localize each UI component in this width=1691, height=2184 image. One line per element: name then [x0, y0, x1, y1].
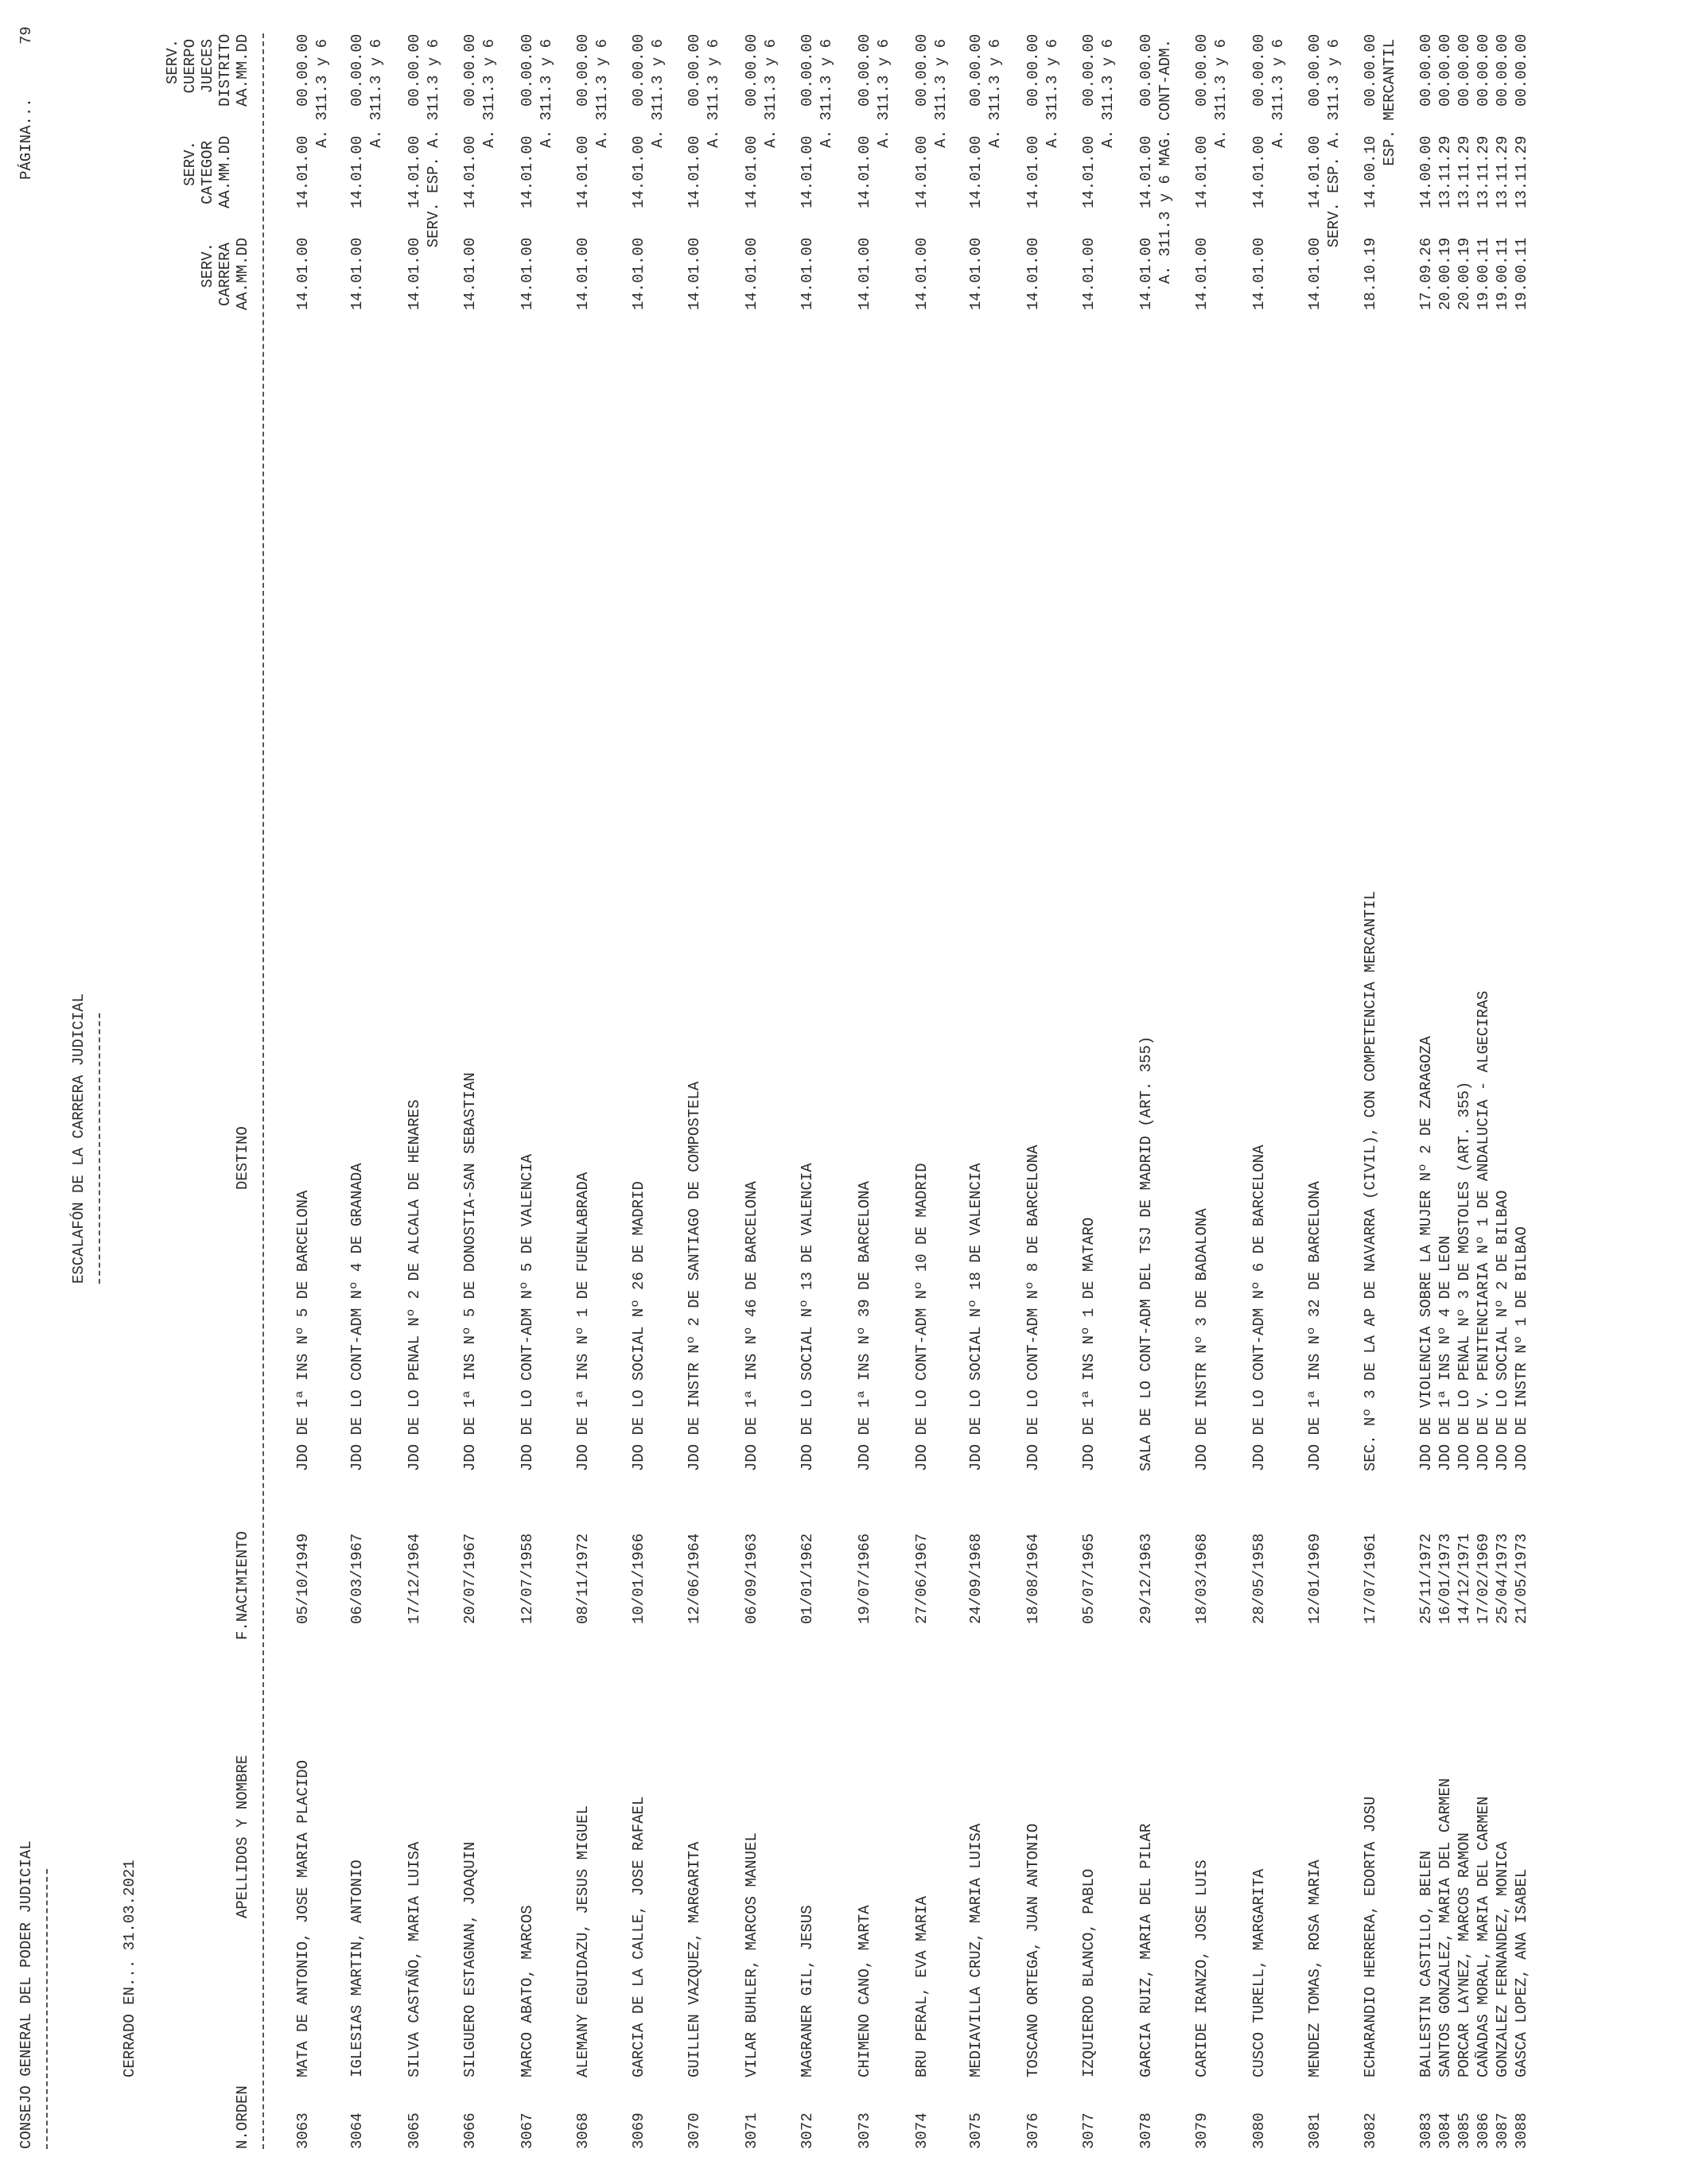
- table-row: [1137, 0, 1156, 2184]
- categoria-cell: 14.01.00: [856, 135, 873, 208]
- row-annotation: SERV. ESP. A. 311.3 y 6: [1325, 39, 1343, 248]
- table-row: [913, 0, 932, 2184]
- row-annotation: A. 311.3 y 6: [1269, 39, 1287, 148]
- destino-cell: JDO DE V. PENITENCIARIA Nº 1 DE ANDALUCIA - ALGECIRAS: [1475, 990, 1492, 1471]
- destino-cell: SEC. Nº 3 DE LA AP DE NAVARRA (CIVIL), CON COMPETENCIA MERCANTIL: [1362, 891, 1379, 1471]
- distrito-cell: 00.00.00: [799, 33, 816, 107]
- destino-cell: JDO DE LO SOCIAL Nº 13 DE VALENCIA: [799, 1163, 816, 1471]
- row-annotation: A. 311.3 y 6: [986, 39, 1004, 148]
- nacimiento-cell: 05/07/1965: [1080, 1533, 1098, 1624]
- distrito-cell: 00.00.00: [967, 33, 985, 107]
- nombre-cell: CAÑADAS MORAL, MARIA DEL CARMEN: [1475, 1796, 1492, 2077]
- nacimiento-cell: 20/07/1967: [461, 1533, 479, 1624]
- orden-cell: 3072: [799, 2112, 816, 2149]
- categoria-cell: 14.00.10: [1362, 135, 1379, 208]
- table-row: [1513, 0, 1532, 2184]
- destino-cell: JDO DE 1ª INS Nº 1 DE MATARO: [1080, 1217, 1098, 1471]
- distrito-cell: 00.00.00: [743, 33, 760, 107]
- carrera-cell: 20.00.19: [1436, 237, 1454, 310]
- col-dist-2: JUECES: [199, 39, 216, 94]
- col-carrera-1: SERV.: [199, 243, 216, 289]
- table-row: [743, 0, 762, 2184]
- orden-cell: 3077: [1080, 2112, 1098, 2149]
- col-carrera-3: AA.MM.DD: [234, 237, 251, 310]
- nacimiento-cell: 29/12/1963: [1137, 1533, 1155, 1624]
- table-row: [294, 0, 313, 2184]
- carrera-cell: 19.00.11: [1475, 237, 1492, 310]
- destino-cell: JDO DE LO SOCIAL Nº 18 DE VALENCIA: [967, 1163, 985, 1471]
- distrito-cell: 00.00.00: [1456, 33, 1473, 107]
- categoria-cell: 13.11.29: [1456, 135, 1473, 208]
- table-row: [519, 0, 538, 2184]
- carrera-cell: 14.01.00: [1306, 237, 1324, 310]
- categoria-cell: 14.01.00: [519, 135, 536, 208]
- categoria-cell: 13.11.29: [1513, 135, 1530, 208]
- destino-cell: JDO DE LO CONT-ADM Nº 8 DE BARCELONA: [1024, 1144, 1042, 1471]
- categoria-cell: 13.11.29: [1436, 135, 1454, 208]
- row-annotation: SERV. ESP. A. 311.3 y 6: [425, 39, 442, 248]
- carrera-cell: 18.10.19: [1362, 237, 1379, 310]
- categoria-cell: 14.01.00: [967, 135, 985, 208]
- carrera-cell: 14.01.00: [406, 237, 423, 310]
- nombre-cell: ECHARANDIO HERRERA, EDORTA JOSU: [1362, 1796, 1379, 2077]
- col-nacimiento: F.NACIMIENTO: [234, 1531, 251, 1640]
- nombre-cell: IGLESIAS MARTIN, ANTONIO: [348, 1860, 366, 2077]
- col-categ-2: CATEGOR: [199, 141, 216, 204]
- table-row: [461, 0, 480, 2184]
- nombre-cell: PORCAR LAYNEZ, MARCOS RAMON: [1456, 1832, 1473, 2077]
- nacimiento-cell: 08/11/1972: [574, 1533, 592, 1624]
- nacimiento-cell: 01/01/1962: [799, 1533, 816, 1624]
- nombre-cell: CHIMENO CANO, MARTA: [856, 1905, 873, 2077]
- carrera-cell: 19.00.11: [1494, 237, 1511, 310]
- carrera-cell: 14.01.00: [630, 237, 647, 310]
- carrera-cell: 20.00.19: [1456, 237, 1473, 310]
- carrera-cell: 14.01.00: [574, 237, 592, 310]
- destino-cell: JDO DE LO CONT-ADM Nº 4 DE GRANADA: [348, 1163, 366, 1471]
- table-row: [1436, 0, 1456, 2184]
- table-row: [1193, 0, 1212, 2184]
- destino-cell: JDO DE VIOLENCIA SOBRE LA MUJER Nº 2 DE ZARAGOZA: [1417, 1036, 1435, 1471]
- nombre-cell: SILGUERO ESTAGNAN, JOAQUIN: [461, 1841, 479, 2077]
- row-annotation: A. 311.3 y 6 MAG. CONT-ADM.: [1156, 39, 1174, 284]
- table-row: [574, 0, 593, 2184]
- carrera-cell: 14.01.00: [743, 237, 760, 310]
- row-annotation: A. 311.3 y 6: [762, 39, 779, 148]
- table-row: [348, 0, 367, 2184]
- table-row: [799, 0, 818, 2184]
- destino-cell: JDO DE LO SOCIAL Nº 2 DE BILBAO: [1494, 1190, 1511, 1471]
- row-annotation: ESP. MERCANTIL: [1381, 39, 1398, 166]
- table-row: [1250, 0, 1269, 2184]
- orden-cell: 3071: [743, 2112, 760, 2149]
- nacimiento-cell: 10/01/1966: [630, 1533, 647, 1624]
- table-row: [1456, 0, 1475, 2184]
- categoria-cell: 13.11.29: [1494, 135, 1511, 208]
- page-label: PÁGINA...: [17, 98, 35, 180]
- nombre-cell: GUILLEN VAZQUEZ, MARGARITA: [686, 1841, 703, 2077]
- categoria-cell: 14.01.00: [799, 135, 816, 208]
- table-row: [630, 0, 649, 2184]
- distrito-cell: 00.00.00: [630, 33, 647, 107]
- categoria-cell: 14.01.00: [406, 135, 423, 208]
- nombre-cell: GONZALEZ FERNANDEZ, MONICA: [1494, 1841, 1511, 2077]
- distrito-cell: 00.00.00: [1494, 33, 1511, 107]
- carrera-cell: 14.01.00: [519, 237, 536, 310]
- col-categ-3: AA.MM.DD: [216, 135, 234, 208]
- nombre-cell: BALLESTIN CASTILLO, BELEN: [1417, 1850, 1435, 2077]
- nacimiento-cell: 27/06/1967: [913, 1533, 931, 1624]
- col-destino: DESTINO: [234, 1126, 251, 1190]
- categoria-cell: 14.01.00: [630, 135, 647, 208]
- carrera-cell: 14.01.00: [1250, 237, 1268, 310]
- distrito-cell: 00.00.00: [1513, 33, 1530, 107]
- distrito-cell: 00.00.00: [1417, 33, 1435, 107]
- categoria-cell: 14.01.00: [913, 135, 931, 208]
- orden-cell: 3078: [1137, 2112, 1155, 2149]
- orden-cell: 3081: [1306, 2112, 1324, 2149]
- destino-cell: JDO DE 1ª INS Nº 5 DE DONOSTIA-SAN SEBASTIAN: [461, 1072, 479, 1471]
- orden-cell: 3070: [686, 2112, 703, 2149]
- table-row: [1362, 0, 1381, 2184]
- categoria-cell: 14.00.00: [1417, 135, 1435, 208]
- categoria-cell: 14.01.00: [1024, 135, 1042, 208]
- destino-cell: JDO DE LO PENAL Nº 2 DE ALCALA DE HENARES: [406, 1099, 423, 1471]
- nacimiento-cell: 12/01/1969: [1306, 1533, 1324, 1624]
- nombre-cell: VILAR BUHLER, MARCOS MANUEL: [743, 1832, 760, 2077]
- nombre-cell: MENDEZ TOMAS, ROSA MARIA: [1306, 1860, 1324, 2077]
- distrito-cell: 00.00.00: [1024, 33, 1042, 107]
- distrito-cell: 00.00.00: [1250, 33, 1268, 107]
- table-row: [1080, 0, 1099, 2184]
- distrito-cell: 00.00.00: [574, 33, 592, 107]
- distrito-cell: 00.00.00: [1306, 33, 1324, 107]
- distrito-cell: 00.00.00: [686, 33, 703, 107]
- nacimiento-cell: 12/07/1958: [519, 1533, 536, 1624]
- carrera-cell: 14.01.00: [1024, 237, 1042, 310]
- nacimiento-cell: 17/07/1961: [1362, 1533, 1379, 1624]
- carrera-cell: 14.01.00: [1193, 237, 1211, 310]
- distrito-cell: 00.00.00: [1362, 33, 1379, 107]
- categoria-cell: 14.01.00: [1137, 135, 1155, 208]
- nombre-cell: SANTOS GONZALEZ, MARIA DEL CARMEN: [1436, 1778, 1454, 2077]
- nacimiento-cell: 19/07/1966: [856, 1533, 873, 1624]
- row-annotation: A. 311.3 y 6: [818, 39, 835, 148]
- nombre-cell: TOSCANO ORTEGA, JUAN ANTONIO: [1024, 1823, 1042, 2077]
- row-annotation: A. 311.3 y 6: [705, 39, 722, 148]
- orden-cell: 3074: [913, 2112, 931, 2149]
- destino-cell: JDO DE LO CONT-ADM Nº 6 DE BARCELONA: [1250, 1144, 1268, 1471]
- distrito-cell: 00.00.00: [1137, 33, 1155, 107]
- nacimiento-cell: 14/12/1971: [1456, 1533, 1473, 1624]
- orden-cell: 3076: [1024, 2112, 1042, 2149]
- nacimiento-cell: 17/12/1964: [406, 1533, 423, 1624]
- orden-cell: 3085: [1456, 2112, 1473, 2149]
- destino-cell: SALA DE LO CONT-ADM DEL TSJ DE MADRID (ART. 355): [1137, 1036, 1155, 1471]
- carrera-cell: 14.01.00: [856, 237, 873, 310]
- row-annotation: A. 311.3 y 6: [1099, 39, 1117, 148]
- orden-cell: 3080: [1250, 2112, 1268, 2149]
- categoria-cell: 14.01.00: [1080, 135, 1098, 208]
- orden-cell: 3082: [1362, 2112, 1379, 2149]
- categoria-cell: 14.01.00: [348, 135, 366, 208]
- row-annotation: A. 311.3 y 6: [593, 39, 611, 148]
- row-annotation: A. 311.3 y 6: [313, 39, 331, 148]
- orden-cell: 3064: [348, 2112, 366, 2149]
- nacimiento-cell: 06/03/1967: [348, 1533, 366, 1624]
- nacimiento-cell: 16/01/1973: [1436, 1533, 1454, 1624]
- table-row: [856, 0, 875, 2184]
- nacimiento-cell: 28/05/1958: [1250, 1533, 1268, 1624]
- categoria-cell: 14.01.00: [1306, 135, 1324, 208]
- nombre-cell: GARCIA DE LA CALLE, JOSE RAFAEL: [630, 1796, 647, 2077]
- categoria-cell: 14.01.00: [743, 135, 760, 208]
- title-underline: [99, 1013, 100, 1284]
- header-rule: [262, 33, 264, 2149]
- distrito-cell: 00.00.00: [1080, 33, 1098, 107]
- table-row: [406, 0, 425, 2184]
- nombre-cell: CUSCO TURELL, MARGARITA: [1250, 1868, 1268, 2077]
- distrito-cell: 00.00.00: [348, 33, 366, 107]
- col-dist-4: AA.MM.DD: [234, 33, 251, 107]
- table-row: [967, 0, 986, 2184]
- nombre-cell: MARCO ABATO, MARCOS: [519, 1905, 536, 2077]
- destino-cell: JDO DE LO CONT-ADM Nº 5 DE VALENCIA: [519, 1153, 536, 1471]
- nacimiento-cell: 18/03/1968: [1193, 1533, 1211, 1624]
- nacimiento-cell: 06/09/1963: [743, 1533, 760, 1624]
- closed-date: CERRADO EN... 31.03.2021: [121, 1860, 138, 2077]
- destino-cell: JDO DE 1ª INS Nº 32 DE BARCELONA: [1306, 1181, 1324, 1471]
- col-nombre: APELLIDOS Y NOMBRE: [234, 1755, 251, 1918]
- table-row: [1417, 0, 1436, 2184]
- table-row: [1494, 0, 1513, 2184]
- nombre-cell: GARCIA RUIZ, MARIA DEL PILAR: [1137, 1823, 1155, 2077]
- orden-cell: 3069: [630, 2112, 647, 2149]
- orden-cell: 3088: [1513, 2112, 1530, 2149]
- orden-cell: 3065: [406, 2112, 423, 2149]
- categoria-cell: 14.01.00: [294, 135, 312, 208]
- distrito-cell: 00.00.00: [461, 33, 479, 107]
- orden-cell: 3087: [1494, 2112, 1511, 2149]
- row-annotation: A. 311.3 y 6: [367, 39, 385, 148]
- carrera-cell: 19.00.11: [1513, 237, 1530, 310]
- col-dist-1: CUERPO: [181, 39, 199, 94]
- destino-cell: JDO DE 1ª INS Nº 4 DE LEON: [1436, 1235, 1454, 1471]
- col-carrera-2: CARRERA: [216, 243, 234, 306]
- destino-cell: JDO DE LO PENAL Nº 3 DE MOSTOLES (ART. 355): [1456, 1081, 1473, 1471]
- report-title: ESCALAFÓN DE LA CARRERA JUDICIAL: [70, 993, 87, 1284]
- orden-cell: 3073: [856, 2112, 873, 2149]
- destino-cell: JDO DE INSTR Nº 3 DE BADALONA: [1193, 1208, 1211, 1471]
- table-row: [1024, 0, 1044, 2184]
- col-dist-3: DISTRITO: [216, 33, 234, 107]
- nacimiento-cell: 21/05/1973: [1513, 1533, 1530, 1624]
- nombre-cell: IZQUIERDO BLANCO, PABLO: [1080, 1868, 1098, 2077]
- row-annotation: A. 311.3 y 6: [875, 39, 892, 148]
- orden-cell: 3083: [1417, 2112, 1435, 2149]
- row-annotation: A. 311.3 y 6: [1044, 39, 1061, 148]
- col-categ-1: SERV.: [181, 141, 199, 187]
- destino-cell: JDO DE LO SOCIAL Nº 26 DE MADRID: [630, 1181, 647, 1471]
- carrera-cell: 14.01.00: [1080, 237, 1098, 310]
- destino-cell: JDO DE INSTR Nº 2 DE SANTIAGO DE COMPOSTELA: [686, 1081, 703, 1471]
- nacimiento-cell: 18/08/1964: [1024, 1533, 1042, 1624]
- col-dist-0: SERV.: [164, 39, 181, 85]
- orden-cell: 3066: [461, 2112, 479, 2149]
- carrera-cell: 17.09.26: [1417, 237, 1435, 310]
- distrito-cell: 00.00.00: [913, 33, 931, 107]
- distrito-cell: 00.00.00: [406, 33, 423, 107]
- orden-cell: 3063: [294, 2112, 312, 2149]
- nacimiento-cell: 25/11/1972: [1417, 1533, 1435, 1624]
- row-annotation: A. 311.3 y 6: [649, 39, 667, 148]
- distrito-cell: 00.00.00: [856, 33, 873, 107]
- destino-cell: JDO DE 1ª INS Nº 39 DE BARCELONA: [856, 1181, 873, 1471]
- nombre-cell: MEDIAVILLA CRUZ, MARIA LUISA: [967, 1823, 985, 2077]
- distrito-cell: 00.00.00: [294, 33, 312, 107]
- distrito-cell: 00.00.00: [1436, 33, 1454, 107]
- distrito-cell: 00.00.00: [1475, 33, 1492, 107]
- table-row: [686, 0, 705, 2184]
- nombre-cell: MAGRANER GIL, JESUS: [799, 1905, 816, 2077]
- distrito-cell: 00.00.00: [1193, 33, 1211, 107]
- categoria-cell: 14.01.00: [1193, 135, 1211, 208]
- row-annotation: A. 311.3 y 6: [480, 39, 498, 148]
- row-annotation: A. 311.3 y 6: [1212, 39, 1230, 148]
- carrera-cell: 14.01.00: [294, 237, 312, 310]
- destino-cell: JDO DE 1ª INS Nº 5 DE BARCELONA: [294, 1190, 312, 1471]
- row-annotation: A. 311.3 y 6: [932, 39, 950, 148]
- nombre-cell: BRU PERAL, EVA MARIA: [913, 1895, 931, 2077]
- categoria-cell: 14.01.00: [461, 135, 479, 208]
- page-number: 79: [17, 26, 35, 45]
- carrera-cell: 14.01.00: [348, 237, 366, 310]
- carrera-cell: 14.01.00: [686, 237, 703, 310]
- carrera-cell: 14.01.00: [799, 237, 816, 310]
- org-underline: [46, 1869, 48, 2149]
- nacimiento-cell: 17/02/1969: [1475, 1533, 1492, 1624]
- distrito-cell: 00.00.00: [519, 33, 536, 107]
- row-annotation: A. 311.3 y 6: [538, 39, 555, 148]
- nombre-cell: ALEMANY EGUIDAZU, JESUS MIGUEL: [574, 1805, 592, 2077]
- categoria-cell: 14.01.00: [574, 135, 592, 208]
- carrera-cell: 14.01.00: [913, 237, 931, 310]
- orden-cell: 3068: [574, 2112, 592, 2149]
- destino-cell: JDO DE INSTR Nº 1 DE BILBAO: [1513, 1226, 1530, 1471]
- nacimiento-cell: 24/09/1968: [967, 1533, 985, 1624]
- nombre-cell: GASCA LOPEZ, ANA ISABEL: [1513, 1868, 1530, 2077]
- nacimiento-cell: 25/04/1973: [1494, 1533, 1511, 1624]
- carrera-cell: 14.01.00: [1137, 237, 1155, 310]
- table-row: [1475, 0, 1494, 2184]
- orden-cell: 3075: [967, 2112, 985, 2149]
- destino-cell: JDO DE 1ª INS Nº 1 DE FUENLABRADA: [574, 1172, 592, 1471]
- nombre-cell: MATA DE ANTONIO, JOSE MARIA PLACIDO: [294, 1759, 312, 2077]
- carrera-cell: 14.01.00: [461, 237, 479, 310]
- carrera-cell: 14.01.00: [967, 237, 985, 310]
- destino-cell: JDO DE 1ª INS Nº 46 DE BARCELONA: [743, 1181, 760, 1471]
- table-row: [1306, 0, 1325, 2184]
- destino-cell: JDO DE LO CONT-ADM Nº 10 DE MADRID: [913, 1163, 931, 1471]
- nacimiento-cell: 05/10/1949: [294, 1533, 312, 1624]
- nombre-cell: CARIDE IRANZO, JOSE LUIS: [1193, 1860, 1211, 2077]
- orden-cell: 3084: [1436, 2112, 1454, 2149]
- orden-cell: 3079: [1193, 2112, 1211, 2149]
- categoria-cell: 14.01.00: [1250, 135, 1268, 208]
- orden-cell: 3086: [1475, 2112, 1492, 2149]
- nombre-cell: SILVA CASTAÑO, MARIA LUISA: [406, 1841, 423, 2077]
- categoria-cell: 13.11.29: [1475, 135, 1492, 208]
- nacimiento-cell: 12/06/1964: [686, 1533, 703, 1624]
- org-name: CONSEJO GENERAL DEL PODER JUDICIAL: [17, 1840, 35, 2149]
- orden-cell: 3067: [519, 2112, 536, 2149]
- col-orden: N.ORDEN: [234, 2085, 251, 2149]
- categoria-cell: 14.01.00: [686, 135, 703, 208]
